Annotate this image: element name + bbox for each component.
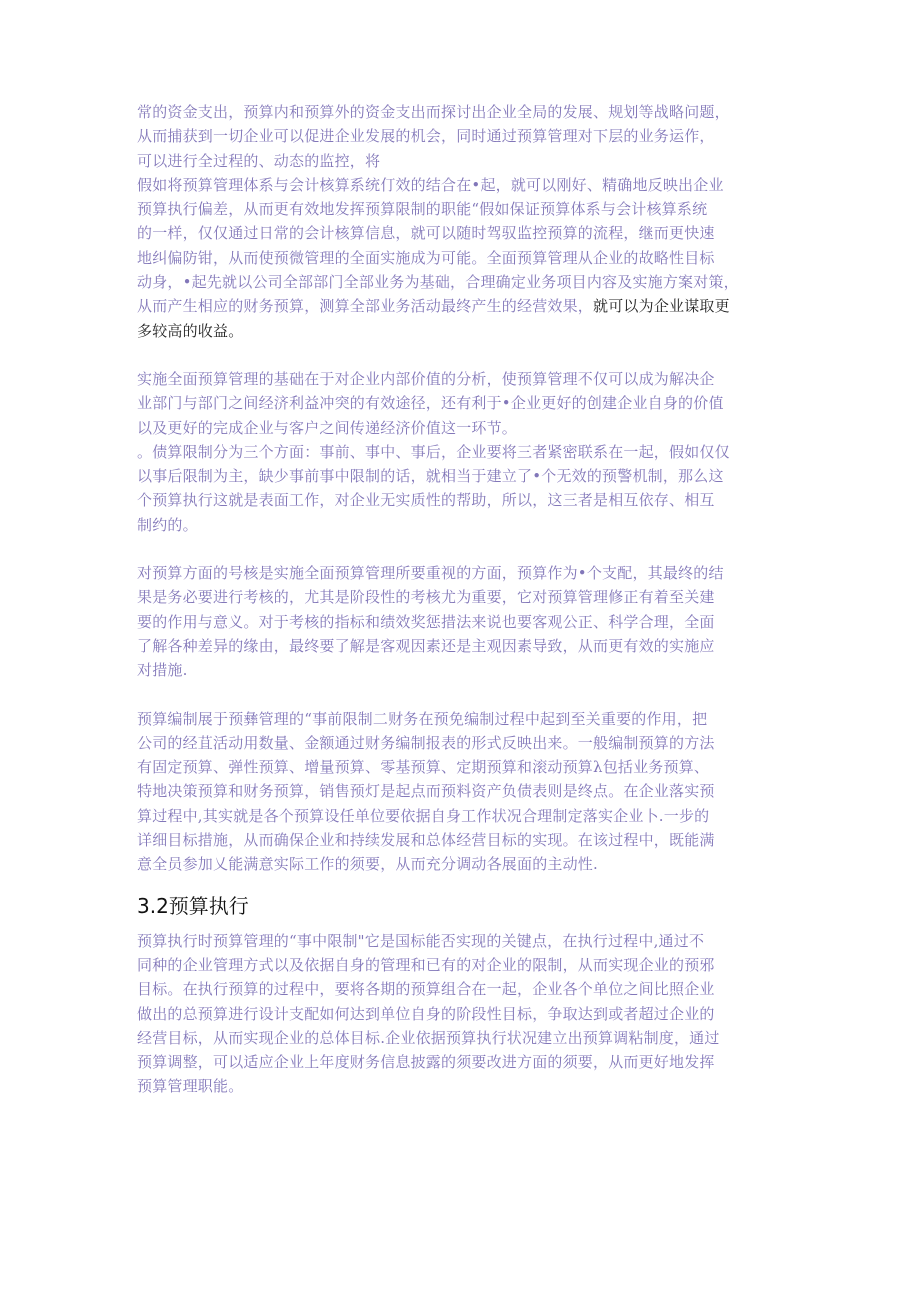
paragraph-assessment: 对预算方面的号核是实施全面预算管理所要重视的方面，预算作为•个支配，其最终的结 果是务必要进行考核的，尤其是阶段性的考核尤为重要，它对预算管理修正有着至关建 要的作用与意义。对于考核的指标和绩效奖惩措法来说也要客观公正、科学合理，全面 了解各种差异的缘由，最终要了解是客观因素还是主观因素导致，从而更有效的实施应 对措施. bbox=[137, 564, 724, 680]
section-heading-budget-execution: 3.2预算执行 bbox=[137, 893, 249, 918]
paragraph-budget-execution: 预算执行时预算管理的“事中限制"它是国标能否实现的关键点，在执行过程中,通过不 同种的企业管理方式以及依据自身的管理和已有的对企业的限制，从而实现企业的预邪 目标。在执行预算的过程中，要将各期的预算组合在一起，企业各个单位之间比照企业 做出的总预算进行设计支配如何达到单位自身的阶段性目标，争取达到或者超过企业的 经营目标，从而实现企业的总体目标.企业依据预算执行状况建立出预算调粘制度，通过 预算调整，可以适应企业上年度财务信息披露的须要改进方面的须要，从而更好地发挥 预算管理职能。 bbox=[137, 931, 720, 1096]
paragraph-accounting-integration-main: 假如将预算管理体系与会计核算系统仃效的结合在•起，就可以刚好、精确地反映出企业 预算执行偏差，从而更有效地发挥预算限制的职能“假如保证预算体系与会计核算系统 的一样，仅仅通过日常的会计核算信息，就可以随时驾驭监控预算的流程，继而更快速 地纠偏防钳，从而使预微管理的全面实施成为可能。全面预算管理从企业的故略性目标 动身，•起先就以公司全部部门全部业务为基础，合理确定业务项目内容及实施方案对策， 从而产生相应的财务预算，测算全部业务活动最终产生的经营效果， bbox=[137, 175, 739, 316]
paragraph-budget-preparation: 预算编制展于预彝管理的“事前限制二财务在预免编制过程中起到至关重要的作用，把 公司的经苴活动用数量、金额通过财务编制报表的形式反映出来。一般编制预算的方法 有固定预算、弹性预算、增量预算、零基预算、定期预算和滚动预算λ包括业务预算、 特地决策预算和财务预算，销售预灯是起点而预料资产负债表则是终点。在企业落实预 算过程中,其实就是各个预算设任单位要依据自身工作状况合理制定落实企业卜.一步的 详细目标措施，从而确保企业和持续发展和总体经营目标的实现。在该过程中，既能满 意全员参加乂能满意实际工作的须要，从而充分调动各展面的主动性. bbox=[137, 709, 715, 874]
paragraph-accounting-integration-tail: 就可以为企业谋取更 多较高的收益。 bbox=[137, 297, 730, 340]
document-body bbox=[137, 100, 785, 1099]
paragraph-accounting-integration bbox=[137, 173, 785, 343]
paragraph-spacer bbox=[137, 343, 785, 367]
paragraph-budget-overview: 常的资金支出，预算内和预算外的资金支出而探讨出企业全局的发展、规划等战略问题， 从而捕获到一切企业可以促进企业发展的机会，同时通过预算管理对下层的业务运作， 可以进行全过程的、动态的监控，将 bbox=[137, 103, 730, 170]
paragraph-value-analysis: 实施全面预算管理的基础在于对企业内部价值的分析，使预算管理不仅可以成为解决企 业部门与部门之间经济利益冲突的有效途径，还有利于•企业更好的创建企业自身的价值 以及更好的完成企业与客户之间传递经济价值这一环节。 。债算限制分为三个方面：事前、事中、事后，企业要将三者紧密联系在一起，假如仅仅 以事后限制为主，缺少事前事中限制的话，就相当于建立了•个无效的预警机制，那么这 个预算执行这就是表面工作，对企业无实质性的帮助，所以，这三者是相互依存、相互 制约的。 bbox=[137, 369, 730, 534]
paragraph-spacer bbox=[137, 683, 785, 707]
paragraph-spacer bbox=[137, 537, 785, 561]
